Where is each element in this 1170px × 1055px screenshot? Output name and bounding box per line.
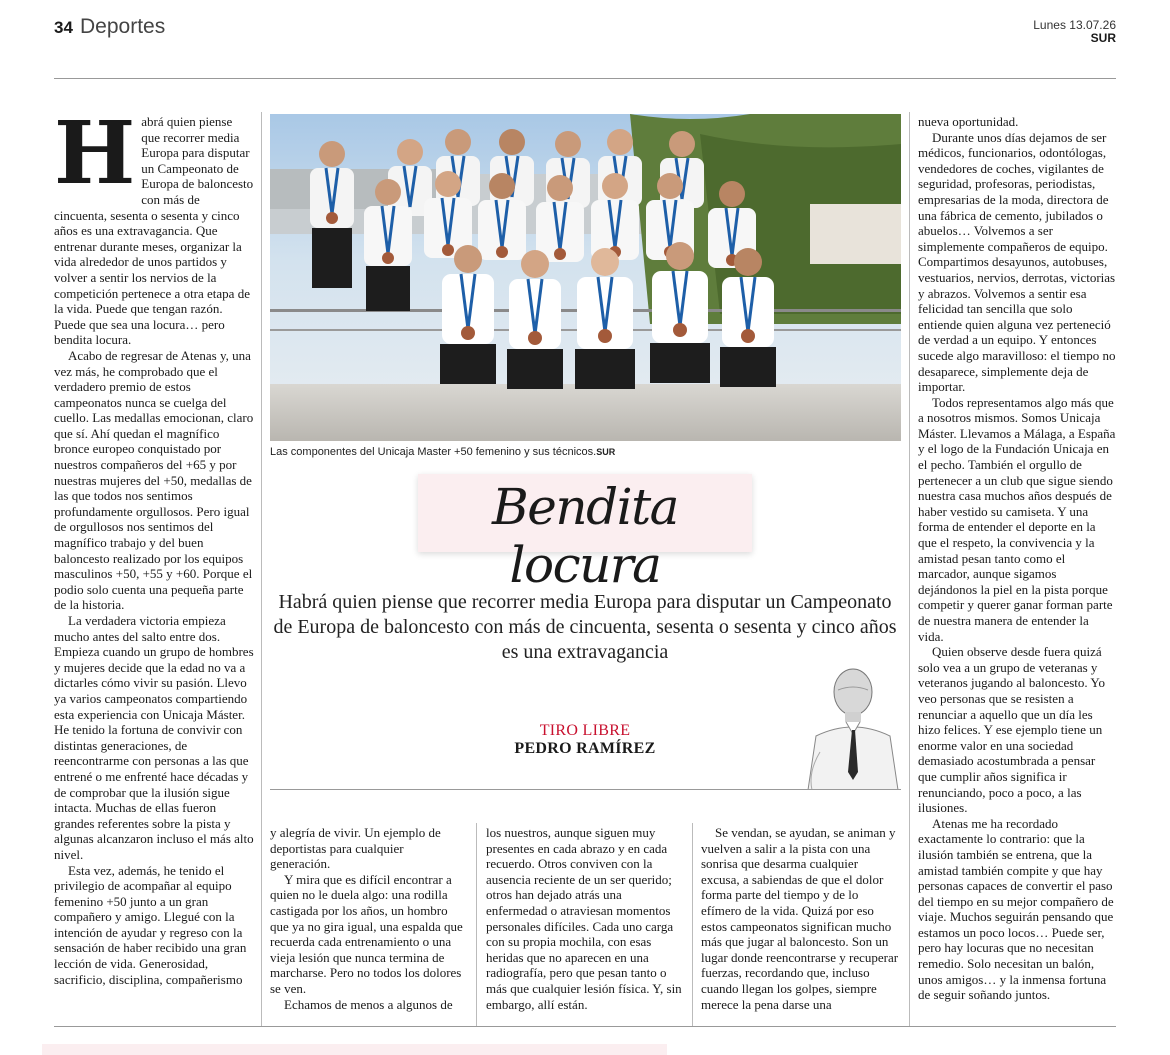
article-column-bottom-3 (701, 825, 899, 1025)
section-name: Deportes (80, 15, 166, 38)
paragraph: Se vendan, se ayudan, se animan y vuelven a salir a la pista con una sonrisa que desarma cualquier excusa, a sabiendas de que el dolor forma parte del tiempo y de lo efímero de la vida. Quizá por eso estos campeonatos significan mucho más que jugar al baloncesto. Son un lugar donde reencontrarse y recuperar fuerzas, recordando que, incluso cuando llegan los golpes, siempre merece la pena darse una (701, 825, 899, 1012)
headline: Bendita locura (492, 478, 678, 594)
article-column-bottom-1 (270, 825, 466, 1025)
footer-divider (54, 1026, 1116, 1027)
paragraph: Quien observe desde fuera quizá solo vea a un grupo de veteranas y veteranos jugando al baloncesto. Yo veo personas que se resisten a renunciar a aquello que un día les hizo felices. Y ese ejemplo tiene un enorme valor en una sociedad demasiado acostumbrada a pensar que cumplir años significa ir renunciando, poco a poco, a las ilusiones. (918, 644, 1106, 816)
header-divider (54, 78, 1116, 79)
author-name: PEDRO RAMÍREZ (514, 740, 656, 757)
column-divider (261, 112, 262, 1026)
column-label: TIRO LIBRE (539, 722, 631, 739)
author-photo (798, 662, 902, 790)
issue-date: Lunes 13.07.26 (1033, 18, 1116, 32)
article-column-left (54, 114, 254, 1026)
column-divider (476, 823, 477, 1026)
paragraph: Acabo de regresar de Atenas y, una vez más, he comprobado que el verdadero premio de estos campeonatos nunca se cuelga del cuello. Las medallas emocionan, claro que sí. Ahí quedan el magnífico bronce europeo conquistado por nuestros compañeros del +65 y por nuestras mujeres del +50, medallas de las que todos nos sentimos profundamente orgullosos. Pero igual de orgullosos nos sentimos del magnífico trabajo y del buen baloncesto realizado por los equipos masculinos +50, +55 y +60. Porque el podio solo cuenta una pequeña parte de la historia. (54, 347, 254, 613)
column-divider (909, 112, 910, 1026)
paragraph: los nuestros, aunque siguen muy presentes en cada abrazo y en cada recuerdo. Otros conviven con la ausencia reciente de un ser querido; otros han dejado atrás una enfermedad o atraviesan momentos personales difíciles. Cada uno carga con su propia mochila, con esas heridas que no aparecen en una radiografía, pero que pesan tanto o más que cualquier lesión física. Y, sin embargo, allí están. (486, 825, 682, 1012)
next-article-strip (42, 1044, 667, 1055)
section-divider (270, 789, 901, 790)
article-column-right (918, 114, 1116, 1026)
paragraph: Todos representamos algo más que a nosotros mismos. Somos Unicaja Máster. Llevamos a Málaga, a España y el logo de la Fundación Unicaja en el pecho. También el orgullo de pertenecer a un club que sigue siendo nuestra casa muchos años después de haber vestido su camiseta. Y una forma de entender el deporte en la que el respeto, la convivencia y la amistad pesan tanto como el marcador, aunque sigamos dejándonos la piel en la pista porque competir y querer ganar forman parte de nuestra manera de entender la vida. (918, 394, 1116, 644)
caption-text: Las componentes del Unicaja Master +50 femenino y sus técnicos. (270, 446, 597, 458)
drop-cap: H (54, 114, 136, 204)
newspaper-brand: SUR (1090, 31, 1116, 45)
photo-caption (270, 446, 901, 458)
paragraph: nueva oportunidad. (918, 114, 1019, 129)
paragraph: y alegría de vivir. Un ejemplo de deportistas para cualquier generación. (270, 825, 441, 872)
paragraph: La verdadera victoria empieza mucho antes del salto entre dos. Empieza cuando un grupo de hombres y mujeres decide que la edad no va a dictarles cómo vivir su pasión. Llevo ya varios campeonatos compartiendo esta experiencia con Unicaja Máster. He tenido la fortuna de convivir con distintas generaciones, de reencontrarme con personas a las que entrené o me enfrenté hace décadas y de comprobar que la ilusión sigue intacta. Muchas de ellas fueron grandes referentes sobre la pista y algunas alcanzaron incluso el más alto nivel. (54, 613, 254, 862)
paragraph: Esta vez, además, he tenido el privilegio de acompañar al equipo femenino +50 junto a un gran compañero y amigo. Llegué con la intención de ayudar y regreso con la sensación de haber recibido una gran lección de vida. Generosidad, sacrificio, disciplina, compañerismo (54, 862, 247, 987)
paragraph: Y mira que es difícil encontrar a quien no le duela algo: una rodilla castigada por los años, un hombro que ya no gira igual, una espalda que recuerda cada entrenamiento o una vieja lesión que nunca termina de marcharse. Pero no todos los dolores se ven. (270, 871, 463, 996)
team-photo (270, 114, 901, 441)
paragraph: Durante unos días dejamos de ser médicos, funcionarios, odontólogas, vendedores de coches, vigilantes de seguridad, profesoras, periodistas, empresarias de la moda, directora de una fábrica de cemento, jubilados o abuelos… Volvemos a ser simplemente compañeros de equipo. Compartimos desayunos, autobuses, vestuarios, nervios, derrotas, victorias y abrazos. Volvemos a sentir esa felicidad tan sencilla que solo entiende quien alguna vez perteneció de verdad a un equipo. Y entonces sucede algo maravilloso: el tiempo no desaparece, simplemente deja de importar. (918, 129, 1116, 395)
column-divider (692, 823, 693, 1026)
photo-credit: SUR (596, 447, 616, 457)
paragraph: Atenas me ha recordado exactamente lo contrario: que la ilusión también se entrena, que la amistad también compite y que hay personas capaces de convertir el paso del tiempo en su mejor compañero de viaje. Muchos seguirán pensando que estamos un poco locos… Puede ser, pero hay locuras que no necesitan remedio. Solo necesitan un balón, unos amigos… y la inmensa fortuna de seguir soñando juntos. (918, 815, 1114, 1003)
article-column-bottom-2 (486, 825, 682, 1025)
paragraph: abrá quien piense que recorrer media Europa para disputar un Campeonato de Europa de baloncesto con más de cincuenta, sesenta o sesenta y cinco años es una extravagancia. Que entrenar durante meses, organizar la vida alrededor de unos partidos y volver a sentir los nervios de la competición pertenece a otra etapa de la vida. Puede que tengan razón. Puede que sea una locura… pero bendita locura. (54, 114, 254, 348)
subtitle: Habrá quien piense que recorrer media Europa para disputar un Campeonato de Europa de baloncesto con más de cincuenta, sesenta o sesenta y cinco años es una extravagancia (273, 591, 897, 663)
page-number: 34 (54, 18, 73, 37)
paragraph: Echamos de menos a algunos de (284, 996, 453, 1012)
